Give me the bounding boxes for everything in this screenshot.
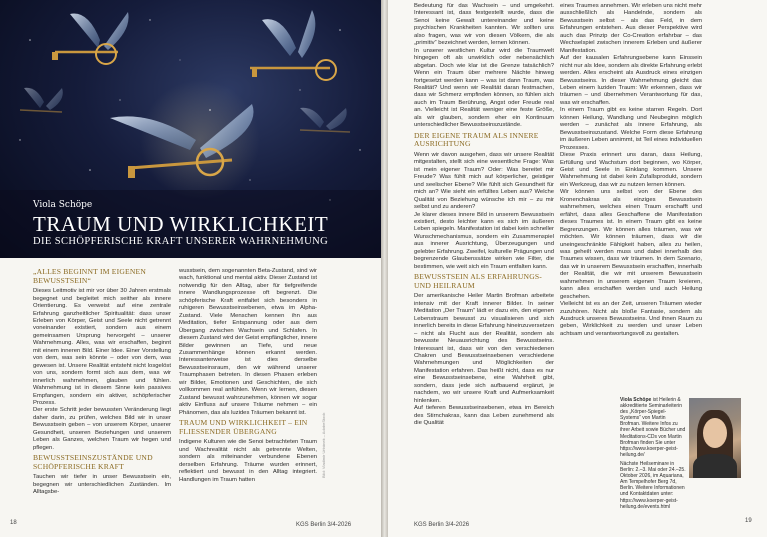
page-gutter — [381, 0, 388, 537]
image-credit: Bild: Vladimir Urbánek – AdobeStock — [321, 412, 326, 478]
section-heading: „ALLES BEGINNT IM EIGENEN BEWUSSTSEIN“ — [33, 267, 147, 285]
paragraph: Vielleicht ist es an der Zeit, unseren Träumen wieder zuzuhören. Nicht als bloße Fantasie, sondern als Ausdruck unseres Bewusstseins. Und ihnen Raum zu geben, Wirklichkeit zu werden und unser Leben achtsam und verantwortungsvoll zu gestalten. — [560, 301, 702, 337]
hero-title-block — [0, 0, 381, 258]
paragraph: Auf tieferen Bewusstseinsebenen, etwa im Bereich des Stirnchakras, kann das Leben zunehmend als die Qualität — [414, 405, 554, 427]
paragraph: Wir können uns selbst von der Ebene des Kronenchakras als einziges Bewusstsein wahrnehmen, welches einen Traum erschafft und erfährt, dass alles Geschaffene die Manifestation dieses Traumes ist. In einem Traum gibt es keine Begrenzungen. Wir können alles träumen, was wir möchten. Wir können träumen, dass wir die uneingeschränkte Fähigkeit haben, alles zu heilen, was geheilt werden muss und dabei innerhalb des Traumes wissen, dass wir träumen. In dem Szenario, das wir in unserem Bewusstsein erschaffen, innerhalb der Realität, die wir mit unserem Bewusstsein wahrnehmen in unserem eigenen Traum kreieren, kann alles erschaffen werden und auch Heilung geschehen. — [560, 189, 702, 300]
paragraph: Der erste Schritt jeder bewussten Veränderung liegt daher darin, zu prüfen, welches Bild wir in unser Bewusstsein geben – von unserem Körper, unserer Gesundheit, unseren Beziehungen und unserem Leben als Ganzes, welchen Traum wir hegen und pflegen. — [33, 407, 171, 451]
paragraph: Tauchen wir tiefer in unser Bewusstsein ein, begegnen wir unterschiedlichen Zuständen. Im Alltagsbe- — [33, 474, 171, 496]
text-column-1 — [33, 266, 171, 497]
paragraph: In unserer westlichen Kultur wird die Traumwelt hingegen oft als unwirklich oder nebensächlich abgetan. Doch wie klar ist die Grenze tatsächlich? Wenn ein Traum über mehrere Nächte hinweg fortgesetzt werden kann – was ist dann Traum, was Realität? Und wenn wir Realität daran festmachen, dass wir Schmerz empfinden können, so fühlen sich auch im Traum Berührung, Angst oder Freude real an. Vielleicht ist Realität weniger eine feste Größe, als wir glauben, sondern eher ein Kontinuum unterschiedlicher Bewusstseinszustände. — [414, 47, 554, 129]
paragraph: Dieses Leitmotiv ist mir vor über 30 Jahren erstmals begegnet und begleitet mich seither als innere Orientierung. Es verweist auf eine zentrale Erfahrung ganzheitlicher Spiritualität: dass unser Erleben von Körper, Geist und Seele nicht getrennt voneinander existiert, sondern aus einem gemeinsamen Ursprung hervorgeht – unserer Wahrnehmung. Alles, was wir erschaffen, beginnt mit einem inneren Bild. Einer Idee. Einer Vorstellung von dem, was sein könnte – oder von dem, was gewesen ist. Unsere Realität entsteht nicht losgelöst von uns, sondern formt sich aus dem, was wir innerlich wahrnehmen, glauben und fühlen. Wahrnehmung ist in diesem Sinne kein passives Empfangen, sondern ein aktiver, schöpferischer Prozess. — [33, 288, 171, 406]
paragraph: In einem Traum gibt es keine starren Regeln. Dort können Heilung, Wandlung und Neubeginn möglich werden – zunächst als innere Erfahrung, als Bewusstseinszustand. Welche Form diese Erfahrung im äußeren Leben annimmt, ist Teil eines individuellen Prozesses. — [560, 107, 702, 151]
magazine-issue-right: KGS Berlin 3/4-2026 — [414, 522, 470, 528]
paragraph: Der amerikanische Heiler Martin Brofman arbeitete intensiv mit der Kraft innerer Bilder. In seiner Meditation „Der Traum“ lädt er dazu ein, den eigenen Lebenstraum bewusst zu visualisieren und sich innerlich bereits in diese Erfahrung hineinzuversetzen – nicht als Flucht aus der Realität, sondern als bewusste Neuausrichtung des Bewusstseins. Interessant ist, dass wir von den verschiedenen Chakren und Bewusstseinsebenen verschiedene Wahrnehmungen und Möglichkeiten der Manifestation erfahren. Das heißt nicht, dass es nur eine Bewusstseinsebene, eine Wahrheit gibt, sondern, dass jede sich aufbauend ergänzt, je nachdem, wo wir unsere Kraft und Aufmerksamkeit hinlenken. — [414, 293, 554, 404]
article-subtitle: DIE SCHÖPFERISCHE KRAFT UNSERER WAHRNEHMUNG — [33, 236, 329, 247]
paragraph: Je klarer dieses innere Bild in unserem Bewusstsein existiert, desto leichter kann es sich im äußeren Leben spiegeln. Manifestation ist dabei kein schneller Wunschmechanismus, sondern ein Zusammenspiel aus innerer Ausrichtung, Überzeugungen und gelebter Erfahrung. Zweifel, kulturelle Prägungen und begrenzende Glaubenssätze wirken wie Filter, die bestimmen, wie weit sich ein Traum entfalten kann. — [414, 211, 554, 270]
author-bio — [620, 397, 686, 510]
magazine-issue-left: KGS Berlin 3/4-2026 — [296, 522, 352, 528]
paragraph: Wenn wir davon ausgehen, dass wir unsere Realität mitgestalten, stellt sich eine wesentliche Frage: Was ist mein eigener Traum? Oder: Was bereitet mir Freude? Was fühlt mich auf körperlicher, geistiger und seelischer Ebene? Wie fühlt sich Gesundheit für mich an? Wie sieht ein erfülltes Leben aus? Welche Qualität von Beziehung wünsche ich mir – zu mir selbst und zu anderen? — [414, 151, 554, 211]
bio-event: Nächste Heilseminare in Berlin: 2.–3. Mai oder 24.–25. Oktober 2026, im Aquariana, Am Tempelhofer Berg 7d, Berlin. Weitere Informationen und Kontaktdaten unter: https://www.koerper-geist-heilung.de/events.html — [620, 460, 686, 510]
section-heading: BEWUSSTSEIN ALS ERFAHRUNGS- UND HEILRAUM — [414, 272, 543, 290]
author-name: Viola Schöpe — [33, 200, 93, 210]
bio-text: ist Heilerin & akkreditierte Seminarleiterin des „Körper-Spiegel-Systems“ von Martin Brofman. Weitere Infos zu ihrer Arbeit sowie Bücher und Meditations-CDs von Martin Brofman finden Sie unter https://www.koerper-geist-heilung.de/ — [620, 397, 686, 458]
bio-name: Viola Schöpe — [620, 397, 652, 403]
left-page — [0, 0, 381, 537]
paragraph: Auf der kausalen Erfahrungsebene kann Einssein nicht nur als Idee, sondern als direkte Erfahrung erlebt werden. Alles erscheint als Ausdruck eines einzigen Bewusstseins. In dieser Wahrnehmung gleicht das Leben einem luziden Traum: Wir erkennen, dass wir träumen – und übernehmen Verantwortung für das, was wir erschaffen. — [560, 55, 702, 106]
article-title: TRAUM UND WIRKLICHKEIT — [33, 212, 329, 236]
section-heading: DER EIGENE TRAUM ALS INNERE AUSRICHTUNG — [414, 130, 539, 149]
section-heading: TRAUM UND WIRKLICHKEIT – EIN FLIESSENDER ÜBERGANG — [179, 418, 308, 436]
paragraph: Indigene Kulturen wie die Senoi betrachteten Traum und Wachrealität nicht als getrennte Welten, sondern als miteinander verbundene Ebenen derselben Erfahrung. Träume wurden erinnert, reflektiert und bewusst in den Alltag integriert. Handlungen im Traum hatten — [179, 439, 317, 483]
page-number-left: 18 — [10, 520, 17, 526]
text-column-2 — [179, 268, 317, 484]
paragraph: Bedeutung für das Wachsein – und umgekehrt. Interessant ist, dass festgestellt wurde, dass die Senoi keine Gewalt untereinander und keine psychischen Krankheiten kannten. Wir sollten uns also fragen, was wir von diesen Völkern, die als „primitiv“ bezeichnet werden, lernen können. — [414, 3, 554, 47]
text-column-3 — [414, 3, 554, 427]
paragraph: Diese Praxis erinnert uns daran, dass Heilung, Erfüllung und Wachstum dort beginnen, wo Körper, Geist und Seele in Einklang kommen. Unsere Wahrnehmung ist dabei kein Zufallsprodukt, sondern ein Werkzeug, das wir zu nutzen lernen können. — [560, 152, 702, 188]
author-photo — [689, 398, 741, 478]
hero-image — [0, 0, 381, 258]
page-number-right: 19 — [745, 518, 752, 524]
text-column-4 — [560, 3, 702, 338]
section-heading: BEWUSSTSEINSZUSTÄNDE UND SCHÖPFERISCHE KRAFT — [33, 453, 153, 471]
paragraph: eines Traumes annehmen. Wir erleben uns nicht mehr ausschließlich als Handelnde, sondern als Bewusstsein selbst – als das Feld, in dem Erfahrungen entstehen. Aus dieser Perspektive wird auch das Prinzip der Co-Creation erfahrbar – das Wechselspiel zwischen innerem Erleben und äußerer Manifestation. — [560, 3, 702, 54]
right-page — [388, 0, 767, 537]
paragraph: wusstsein, dem sogenannten Beta-Zustand, sind wir wach, funktional und mental aktiv. Dieser Zustand ist notwendig für den Alltag, aber für tiefgreifende innere Wandlungsprozesse oft begrenzt. Die schöpferische Kraft entfaltet sich besonders in ruhigeren Bewusstseinsebenen, etwa im Alpha-Zustand. Viele Menschen kennen ihn aus Meditation, tiefer Entspannung oder aus dem Übergang zwischen Wachsein und Schlafen. In diesem Zustand wird der Geist empfänglicher, innere Bilder gewinnen an Tiefe, und neue Zusammenhänge können erkannt werden. Interessanterweise ist dies derselbe Bewusstseinsraum, den wir während unserer Traumphasen betreten. In diesen Phasen erleben wir Bilder, Emotionen und Geschichten, die sich vollkommen real anfühlen. Wenn wir lernen, diesen Zustand bewusst wahrzunehmen, können wir sogar aktiv Einfluss auf unsere Träume nehmen – ein Phänomen, das als luzides Träumen bekannt ist. — [179, 268, 317, 416]
